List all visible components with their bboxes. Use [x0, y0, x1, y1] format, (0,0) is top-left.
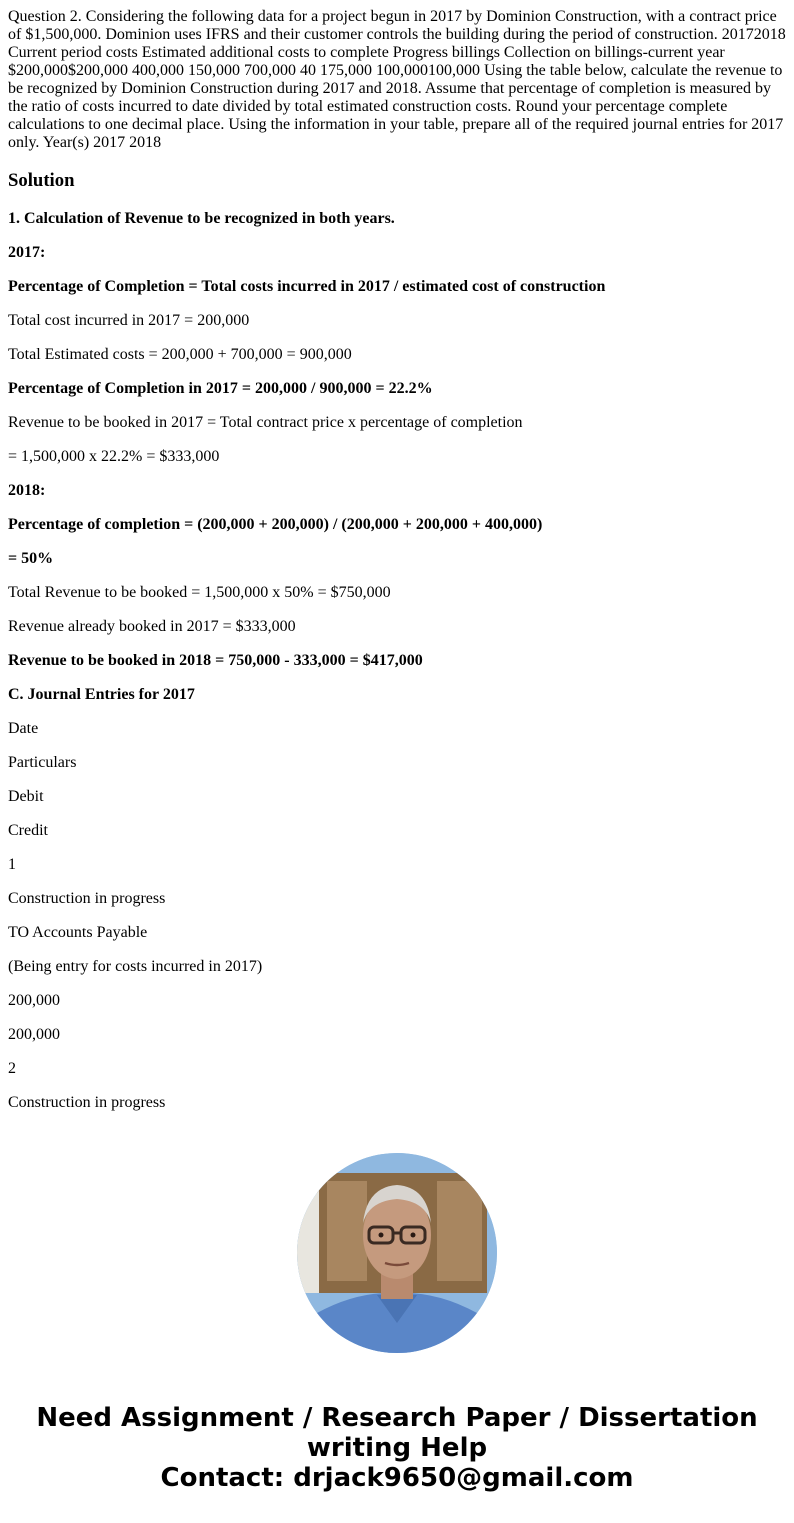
solution-line: = 50%: [8, 550, 54, 567]
promo-banner: [0, 1403, 794, 1493]
solution-line: Total Revenue to be booked = 1,500,000 x 50% = $750,000: [8, 584, 391, 601]
question-text: Question 2. Considering the following data for a project begun in 2017 by Dominion Construction, with a contract price of $1,500,000. Dominion uses IFRS and their customer controls the building during the period of construction. 20172018 Current period costs Estimated additional costs to complete Progress billings Collection on billings-current year $200,000$200,000 400,000 150,000 700,000 40 175,000 100,000100,000 Using the table below, calculate the revenue to be recognized by Dominion Construction during 2017 and 2018. Assume that percentage of completion is measured by the ratio of costs incurred to date divided by total estimated construction costs. Round your percentage complete calculations to one decimal place. Using the information in your table, prepare all of the required journal entries for 2017 only. Year(s) 2017 2018: [8, 8, 786, 151]
solution-heading: Solution: [8, 170, 75, 191]
solution-line: 2: [8, 1060, 16, 1077]
solution-line: Total Estimated costs = 200,000 + 700,000 = 900,000: [8, 346, 352, 363]
solution-line: C. Journal Entries for 2017: [8, 686, 195, 703]
solution-line: Date: [8, 720, 39, 737]
solution-line: 2017:: [8, 244, 46, 261]
author-avatar: [297, 1153, 497, 1353]
person-photo-icon: [297, 1153, 497, 1353]
solution-line: 2018:: [8, 482, 46, 499]
promo-line-1: Need Assignment / Research Paper / Dissertation: [36, 1403, 758, 1433]
solution-line: Percentage of completion = (200,000 + 200,000) / (200,000 + 200,000 + 400,000): [8, 516, 543, 533]
solution-line: Percentage of Completion = Total costs incurred in 2017 / estimated cost of construction: [8, 278, 606, 295]
solution-line: 200,000: [8, 1026, 60, 1043]
solution-line: 200,000: [8, 992, 60, 1009]
solution-line: Total cost incurred in 2017 = 200,000: [8, 312, 250, 329]
solution-line: Revenue already booked in 2017 = $333,000: [8, 618, 296, 635]
solution-line: (Being entry for costs incurred in 2017): [8, 958, 263, 975]
solution-line: Particulars: [8, 754, 77, 771]
solution-line: Credit: [8, 822, 48, 839]
solution-line: TO Accounts Payable: [8, 924, 148, 941]
promo-contact: Contact: drjack9650@gmail.com: [160, 1463, 634, 1493]
solution-line: Construction in progress: [8, 890, 166, 907]
solution-line: 1: [8, 856, 16, 873]
solution-line: Debit: [8, 788, 44, 805]
solution-line: 1. Calculation of Revenue to be recognized in both years.: [8, 210, 395, 227]
solution-lines: [8, 210, 786, 1112]
solution-line: Percentage of Completion in 2017 = 200,000 / 900,000 = 22.2%: [8, 380, 433, 397]
solution-line: Revenue to be booked in 2018 = 750,000 - 333,000 = $417,000: [8, 652, 423, 669]
promo-line-2: writing Help: [306, 1433, 488, 1463]
solution-line: = 1,500,000 x 22.2% = $333,000: [8, 448, 220, 465]
solution-line: Construction in progress: [8, 1094, 166, 1111]
solution-line: Revenue to be booked in 2017 = Total contract price x percentage of completion: [8, 414, 523, 431]
